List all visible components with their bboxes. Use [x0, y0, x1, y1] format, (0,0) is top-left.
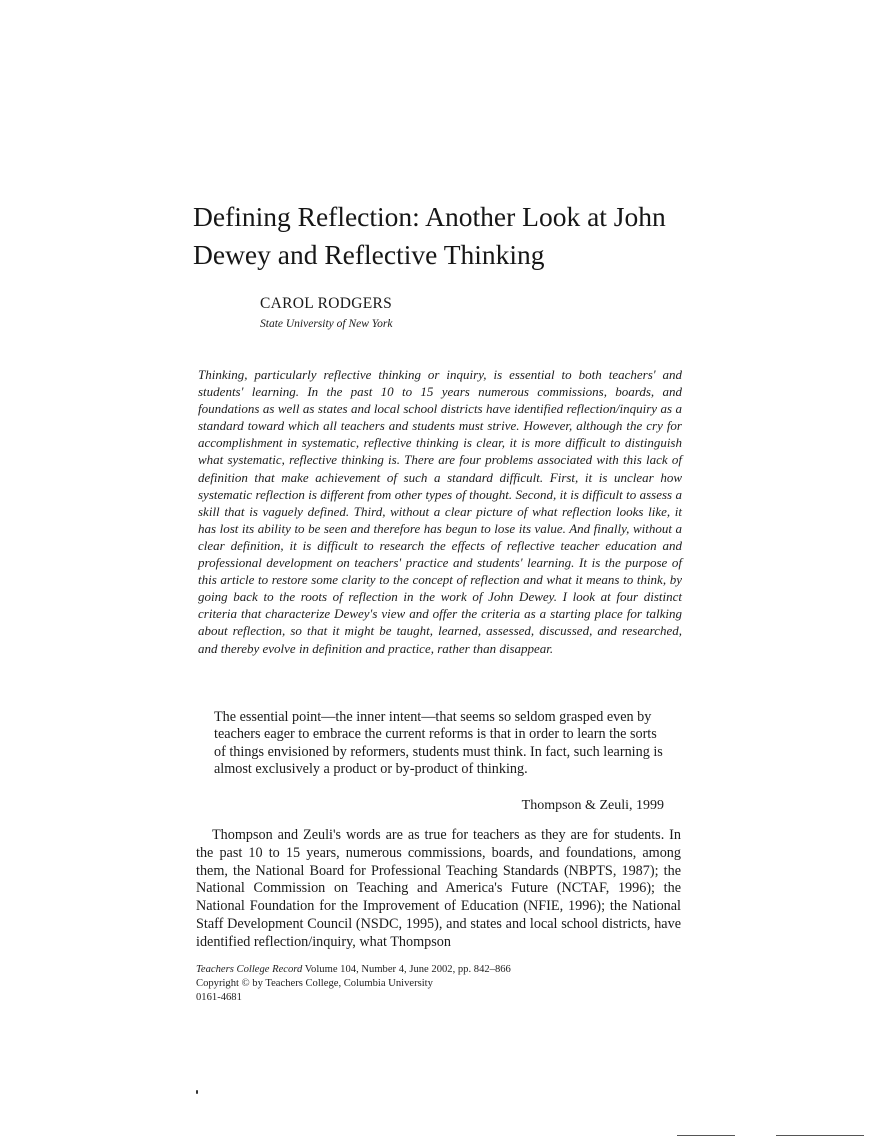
epigraph-source: Thompson & Zeuli, 1999	[521, 798, 664, 813]
issn-line: 0161-4681	[196, 992, 242, 1003]
footer	[196, 963, 511, 1005]
scan-edge-line	[776, 1135, 864, 1136]
scan-mark	[196, 1090, 198, 1094]
abstract: Thinking, particularly reflective thinking or inquiry, is essential to both teachers' and students' learning. In the past 10 to 15 years numerous commissions, boards, and foundations as well as states and local school districts have identified reflection/inquiry as a standard toward which all teachers and students must strive. However, although the cry for accomplishment in systematic, reflective thinking is clear, it is more difficult to distinguish what systematic, reflective thinking is. There are four problems associated with this lack of definition that make achievement of such a standard difficult. First, it is unclear how systematic reflection is different from other types of thought. Second, it is difficult to assess a skill that is vaguely defined. Third, without a clear picture of what reflection looks like, it has lost its ability to be seen and therefore has begun to lose its value. And finally, without a clear definition, it is difficult to research the effects of reflective teacher education and professional development on teachers' practice and students' learning. It is the purpose of this article to restore some clarity to the concept of reflection and what it means to think, by going back to the roots of reflection in the work of John Dewey. I look at four distinct criteria that characterize Dewey's view and offer the criteria as a starting place for talking about reflection, so that it might be taught, learned, assessed, discussed, and researched, and thereby evolve in definition and practice, rather than disappear.	[198, 367, 682, 656]
body-paragraph: Thompson and Zeuli's words are as true for teachers as they are for students. In the past 10 to 15 years, numerous commissions, boards, and foundations, among them, the National Board for Professional Teaching Standards (NBPTS, 1987); the National Commission on Teaching and America's Future (NCTAF, 1996); the National Foundation for the Improvement of Education (NFIE, 1996); the National Staff Development Council (NSDC, 1995), and states and local school districts, have identified reflection/inquiry, what Thompson	[196, 827, 681, 950]
copyright-line: Copyright © by Teachers College, Columbia University	[196, 978, 433, 989]
scan-edge-line	[677, 1135, 735, 1136]
author-name: CAROL RODGERS	[260, 295, 393, 312]
author-affiliation: State University of New York	[260, 318, 393, 330]
journal-name: Teachers College Record	[196, 964, 303, 975]
epigraph-quote: The essential point—the inner intent—that seems so seldom grasped even by teachers eager to embrace the current reforms is that in order to learn the sorts of things envisioned by reformers, students must think. In fact, such learning is almost exclusively a product or by-product of thinking.	[214, 709, 663, 778]
citation-line	[196, 963, 511, 977]
article-title: Defining Reflection: Another Look at John Dewey and Reflective Thinking	[193, 201, 666, 270]
volume-info: Volume 104, Number 4, June 2002, pp. 842–866	[302, 964, 511, 975]
